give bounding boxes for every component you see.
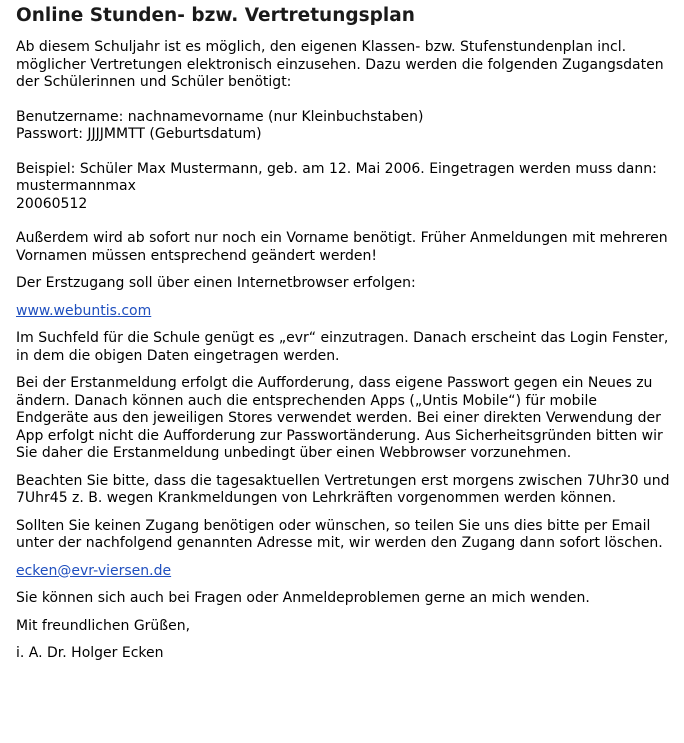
example-line: Beispiel: Schüler Max Mustermann, geb. am 12. Mai 2006. Eingetragen werden muss dann: — [16, 160, 657, 177]
password-line: Passwort: JJJJMMTT (Geburtsdatum) — [16, 126, 262, 142]
optout-paragraph: Sollten Sie keinen Zugang benötigen oder wünschen, so teilen Sie uns dies bitte per Email unter der nachfolgend genannten Adresse mit, wir werden den Zugang dann sofort löschen. — [16, 517, 663, 551]
example-username: mustermannmax — [16, 178, 136, 194]
intro-paragraph: Ab diesem Schuljahr ist es möglich, den eigenen Klassen- bzw. Stufenstundenplan incl. möglicher Vertretungen elektronisch einzusehen. Dazu werden die folgenden Zugangsdaten der Schülerinnen und Schüler benötigt: — [16, 39, 664, 90]
webuntis-link[interactable]: www.webuntis.com — [16, 302, 152, 319]
username-line: Benutzername: nachnamevorname (nur Kleinbuchstaben) — [16, 108, 424, 125]
email-link[interactable]: ecken@evr-viersen.de — [16, 562, 172, 579]
timing-paragraph: Beachten Sie bitte, dass die tagesaktuellen Vertretungen erst morgens zwischen 7Uhr30 und 7Uhr45 z. B. wegen Krankmeldungen von Lehrkräften vorgenommen werden können. — [16, 472, 670, 506]
example-password: 20060512 — [16, 195, 88, 212]
first-login-paragraph: Bei der Erstanmeldung erfolgt die Aufforderung, dass eigene Passwort gegen ein Neues zu ändern. Danach können auch die entsprechenden Apps („Untis Mobile“) für mobile Endgeräte aus den jeweiligen Stores verwendet werden. Bei einer direkten Verwendung der App erfolgt nicht die Aufforderung zur Passwortänderung. Aus Sicherheitsgründen bitten wir Sie daher die Erstanmeldung unbedingt über einen Webbrowser vorzunehmen. — [16, 375, 663, 461]
signature-line: i. A. Dr. Holger Ecken — [16, 645, 164, 661]
search-note-paragraph: Im Suchfeld für die Schule genügt es „evr“ einzutragen. Danach erscheint das Login Fenster, in dem die obigen Daten eingetragen werden. — [16, 330, 669, 364]
contact-paragraph: Sie können sich auch bei Fragen oder Anmeldeproblemen gerne an mich wenden. — [16, 590, 590, 606]
closing-line: Mit freundlichen Grüßen, — [16, 617, 191, 634]
first-access-paragraph: Der Erstzugang soll über einen Internetbrowser erfolgen: — [16, 275, 416, 291]
first-name-note: Außerdem wird ab sofort nur noch ein Vorname benötigt. Früher Anmeldungen mit mehreren Vornamen müssen entsprechend geändert werden! — [16, 230, 668, 264]
page-title: Online Stunden- bzw. Vertretungsplan — [16, 5, 415, 26]
